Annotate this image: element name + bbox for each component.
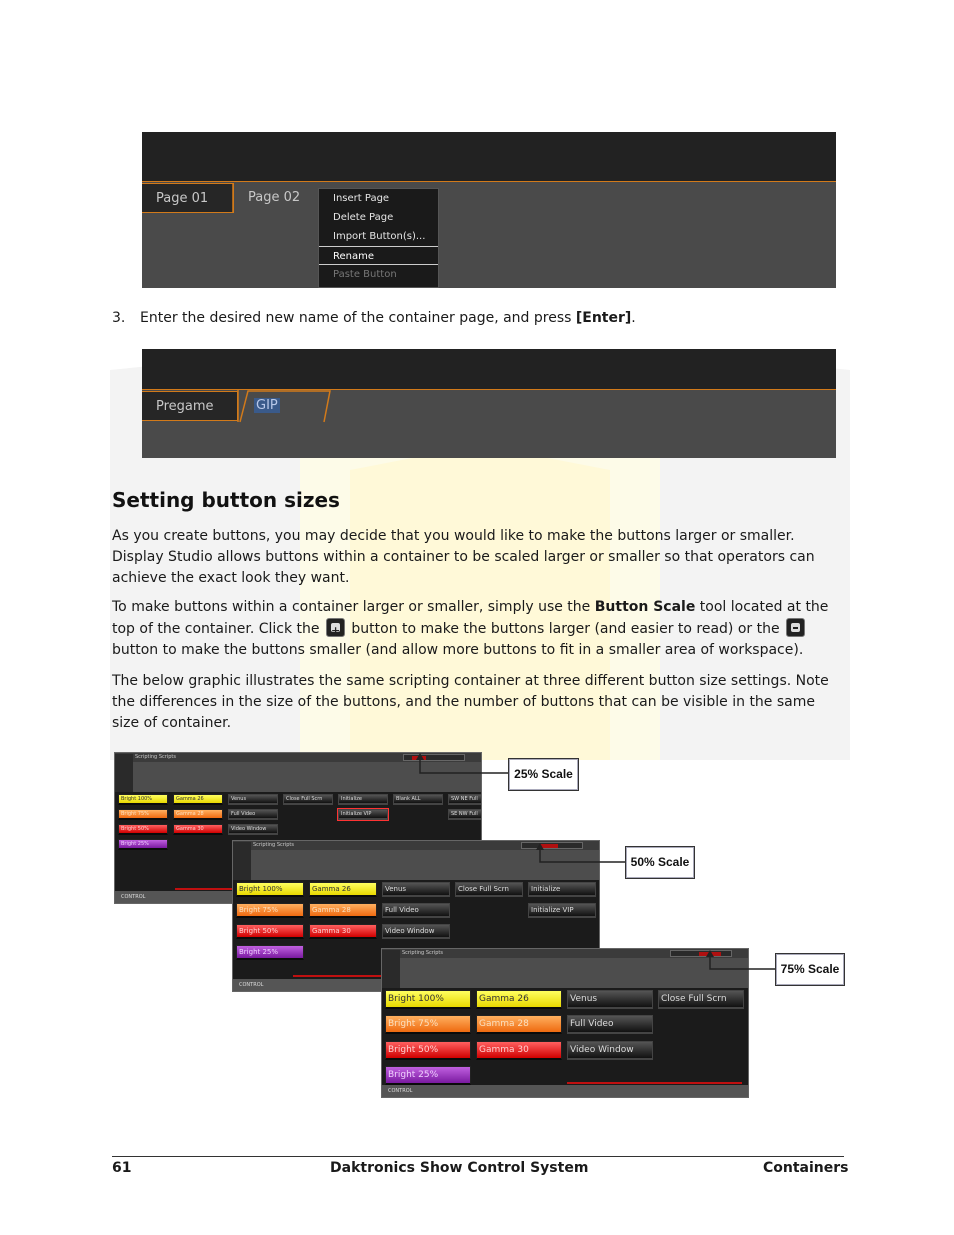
section-title: Setting button sizes [112, 488, 340, 512]
menu-item-delete-page[interactable]: Delete Page [333, 212, 394, 223]
script-button-close-full-scrn[interactable]: Close Full Scrn [455, 882, 523, 897]
script-button-gamma-28[interactable]: Gamma 28 [173, 809, 223, 820]
script-button-gamma-28[interactable]: Gamma 28 [476, 1015, 562, 1034]
script-button-initialize-vip[interactable]: Initialize VIP [528, 903, 596, 918]
step-number: 3. [112, 310, 126, 326]
script-button-initialize[interactable]: Initialize [338, 794, 388, 805]
script-button-gamma-26[interactable]: Gamma 26 [476, 990, 562, 1009]
script-button-video-window[interactable]: Video Window [567, 1041, 653, 1060]
script-button-bright-50[interactable]: Bright 50% [236, 924, 304, 939]
script-button-bright-75[interactable]: Bright 75% [385, 1015, 471, 1034]
panel-title: Scripting Scripts [402, 950, 443, 956]
script-button-bright-50[interactable]: Bright 50% [118, 824, 168, 835]
script-button-gamma-26[interactable]: Gamma 26 [173, 794, 223, 805]
p2-text-a: To make buttons within a container larger or smaller, simply use the [112, 599, 595, 615]
p2-text-b: tool located at the top of the container. Click the [112, 599, 829, 637]
script-button-bright-50[interactable]: Bright 50% [385, 1041, 471, 1060]
footer-section: Containers [763, 1160, 849, 1176]
script-button-bright-100[interactable]: Bright 100% [118, 794, 168, 805]
tab-rename-text[interactable]: GIP [256, 398, 278, 413]
script-button-full-video[interactable]: Full Video [567, 1015, 653, 1034]
p2-text-c: button to make the buttons larger (and easier to read) or the [346, 621, 785, 637]
script-button-sw-ne-full[interactable]: SW NE Full [448, 794, 482, 805]
callout-25-scale: 25% Scale [508, 758, 579, 791]
script-button-gamma-26[interactable]: Gamma 26 [309, 882, 377, 897]
step-text: Enter the desired new name of the container page, and press [140, 310, 576, 326]
script-button-gamma-30[interactable]: Gamma 30 [476, 1041, 562, 1060]
page-number: 61 [112, 1160, 132, 1176]
step-text-end: . [631, 310, 636, 326]
script-button-bright-75[interactable]: Bright 75% [118, 809, 168, 820]
footer-title: Daktronics Show Control System [330, 1160, 589, 1176]
footer-label: CONTROL [121, 894, 146, 900]
paragraph-graphic-intro: The below graphic illustrates the same scripting container at three different button size settings. Note the differences in the size of the buttons, and the number of buttons that can be visible in the same size of container. [112, 673, 829, 731]
panel-title: Scripting Scripts [135, 754, 176, 760]
script-button-venus[interactable]: Venus [382, 882, 450, 897]
paragraph-intro: As you create buttons, you may decide that you would like to make the buttons larger or smaller. Display Studio allows buttons within a container to be scaled larger or smaller so that operators can achieve the exact look they want. [112, 528, 815, 586]
script-button-bright-75[interactable]: Bright 75% [236, 903, 304, 918]
callout-75-scale: 75% Scale [775, 953, 845, 986]
script-button-close-full-scrn[interactable]: Close Full Scrn [658, 990, 744, 1009]
script-button-venus[interactable]: Venus [567, 990, 653, 1009]
tab-page-02[interactable]: Page 02 [234, 183, 318, 213]
script-button-initialize[interactable]: Initialize [528, 882, 596, 897]
script-button-se-nw-full[interactable]: SE NW Full [448, 809, 482, 820]
script-button-bright-25[interactable]: Bright 25% [118, 839, 168, 850]
tab-page-01[interactable]: Page 01 [142, 183, 234, 213]
p2-text-d: button to make the buttons smaller (and allow more buttons to fit in a smaller area of workspace). [112, 642, 804, 658]
script-button-gamma-28[interactable]: Gamma 28 [309, 903, 377, 918]
footer-label: CONTROL [239, 982, 264, 988]
script-button-bright-25[interactable]: Bright 25% [236, 945, 304, 960]
p2-bold: Button Scale [594, 599, 696, 615]
script-button-full-video[interactable]: Full Video [228, 809, 278, 820]
panel-title: Scripting Scripts [253, 842, 294, 848]
menu-item-import-buttons[interactable]: Import Button(s)... [333, 231, 426, 242]
script-button-bright-100[interactable]: Bright 100% [385, 990, 471, 1009]
script-button-gamma-30[interactable]: Gamma 30 [309, 924, 377, 939]
script-button-blank-all[interactable]: Blank ALL [393, 794, 443, 805]
script-button-bright-25[interactable]: Bright 25% [385, 1066, 471, 1085]
script-button-close-full-scrn[interactable]: Close Full Scrn [283, 794, 333, 805]
step-key: [Enter] [575, 310, 632, 326]
script-button-gamma-30[interactable]: Gamma 30 [173, 824, 223, 835]
menu-item-paste-button: Paste Button [333, 269, 397, 280]
tab-pregame[interactable]: Pregame [142, 391, 238, 421]
menu-item-rename[interactable]: Rename [319, 246, 438, 265]
script-button-full-video[interactable]: Full Video [382, 903, 450, 918]
script-button-video-window[interactable]: Video Window [382, 924, 450, 939]
script-button-video-window[interactable]: Video Window [228, 824, 278, 835]
footer-label: CONTROL [388, 1088, 413, 1094]
menu-item-insert-page[interactable]: Insert Page [333, 193, 390, 204]
script-button-bright-100[interactable]: Bright 100% [236, 882, 304, 897]
script-button-initialize-vip[interactable]: Initialize VIP [338, 809, 388, 820]
callout-50-scale: 50% Scale [625, 846, 695, 879]
script-button-venus[interactable]: Venus [228, 794, 278, 805]
